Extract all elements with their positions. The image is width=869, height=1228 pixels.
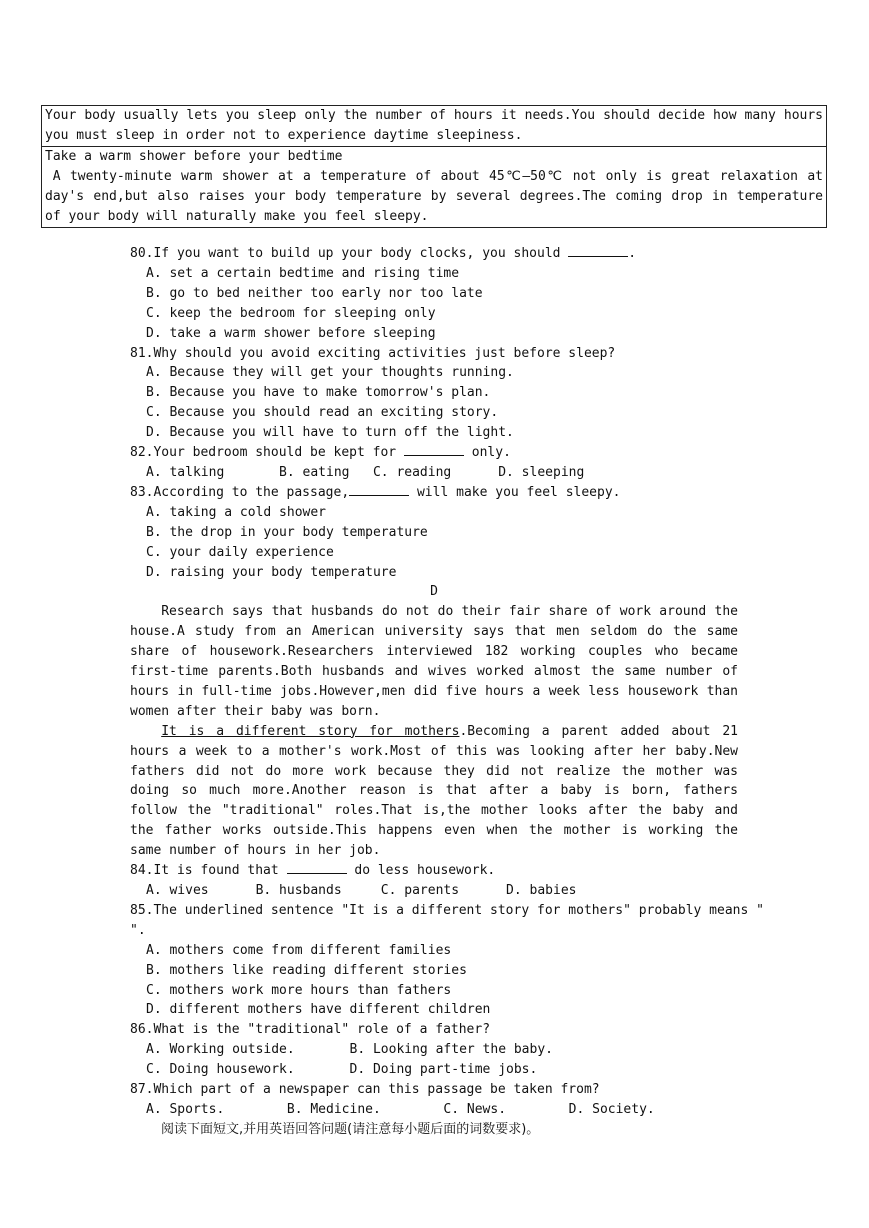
q83-blank [349,483,409,496]
q85-option-d: D. different mothers have different children [146,1002,491,1018]
passage-d-para1: Research says that husbands do not do their fair share of work around the house.A study from an American university says that men seldom do the same share of housework.Researchers interviewed 182 working couples who became first-time parents.Both husbands and wives worked almost the same number of hours in full-time jobs.However,men did five hours a week less housework than women after their baby was born. [130,604,738,719]
q83-stem-end: will make you feel sleepy. [409,484,621,500]
para2-rest: .Becoming a parent added about 21 hours a week to a mother's work.Most of this was looking after her baby.New fathers did not do more work because they did not realize the mother was doing so much more.Another reason is that after a baby is born, fathers follow the "traditional" roles.That is,the mother looks after the baby and the father works outside.This happens even when the mother is working the same number of hours in her job. [130,723,739,859]
question-area [130,244,764,1140]
q83-option-b: B. the drop in your body temperature [146,524,428,540]
q80-option-c: C. keep the bedroom for sleeping only [146,305,436,321]
tip1-text: Your body usually lets you sleep only the number of hours it needs.You should decide how many hours you must sleep in order not to experience daytime sleepiness. [45,108,823,143]
q80-stem-text: 80.If you want to build up your body clocks, you should [130,246,569,261]
q80-blank [568,244,628,257]
q81-stem: 81.Why should you avoid exciting activities just before sleep? [130,345,616,361]
q81-option-d: D. Because you will have to turn off the light. [146,425,514,441]
q87-options: A. Sports. B. Medicine. C. News. D. Society. [146,1101,655,1117]
q83-stem [130,483,738,503]
q85-option-b: B. mothers like reading different stories [146,962,467,978]
q84-blank [287,861,347,874]
q80-stem [130,244,738,264]
tip2-text: A twenty-minute warm shower at a temperature of about 45℃—50℃ not only is great relaxation at day's end,but also raises your body temperature by several degrees.The coming drop in temperature of your body will naturally make you feel sleepy. [45,169,823,224]
q83-option-c: C. your daily experience [146,544,334,560]
q85-option-a: A. mothers come from different families [146,942,452,958]
q81-option-c: C. Because you should read an exciting story. [146,405,499,421]
q85-stem-line2: ". [130,922,146,938]
reading-instruction: 阅读下面短文,并用英语回答问题(请注意每小题后面的词数要求)。 [161,1121,540,1137]
q84-stem-text: 84.It is found that [130,863,287,879]
q83-option-d: D. raising your body temperature [146,564,397,580]
q81-option-a: A. Because they will get your thoughts running. [146,365,514,381]
q82-stem-text: 82.Your bedroom should be kept for [130,445,404,461]
q83-option-a: A. taking a cold shower [146,504,327,520]
q86-options-row2: C. Doing housework. D. Doing part-time jobs. [146,1062,538,1078]
q82-blank [404,443,464,456]
section-d-label: D [430,584,438,600]
q81-option-b: B. Because you have to make tomorrow's plan. [146,385,491,401]
q82-options: A. talking B. eating C. reading D. sleeping [146,464,585,480]
q86-stem: 86.What is the "traditional" role of a father? [130,1022,491,1038]
passage-d-para2 [130,722,738,861]
q84-options: A. wives B. husbands C. parents D. babies [146,883,577,898]
q80-option-d: D. take a warm shower before sleeping [146,325,436,341]
q82-stem [130,443,738,463]
underlined-sentence: It is a different story for mothers [161,723,460,739]
q87-stem: 87.Which part of a newspaper can this passage be taken from? [130,1082,600,1098]
q80-option-b: B. go to bed neither too early nor too late [146,285,483,301]
q84-stem [130,861,738,881]
q85-stem-line1: 85.The underlined sentence "It is a different story for mothers" probably means " [130,902,764,918]
tip2-heading: Take a warm shower before your bedtime [45,149,343,164]
q82-stem-end: only. [463,445,511,461]
q85-option-c: C. mothers work more hours than fathers [146,982,452,998]
q86-options-row1: A. Working outside. B. Looking after the baby. [146,1042,553,1058]
q83-stem-text: 83.According to the passage, [130,484,350,500]
tips-box [41,105,827,228]
tip2 [42,146,826,227]
q80-option-a: A. set a certain bedtime and rising time [146,265,460,281]
q84-stem-end: do less housework. [346,863,496,879]
q80-stem-end: . [628,246,637,261]
